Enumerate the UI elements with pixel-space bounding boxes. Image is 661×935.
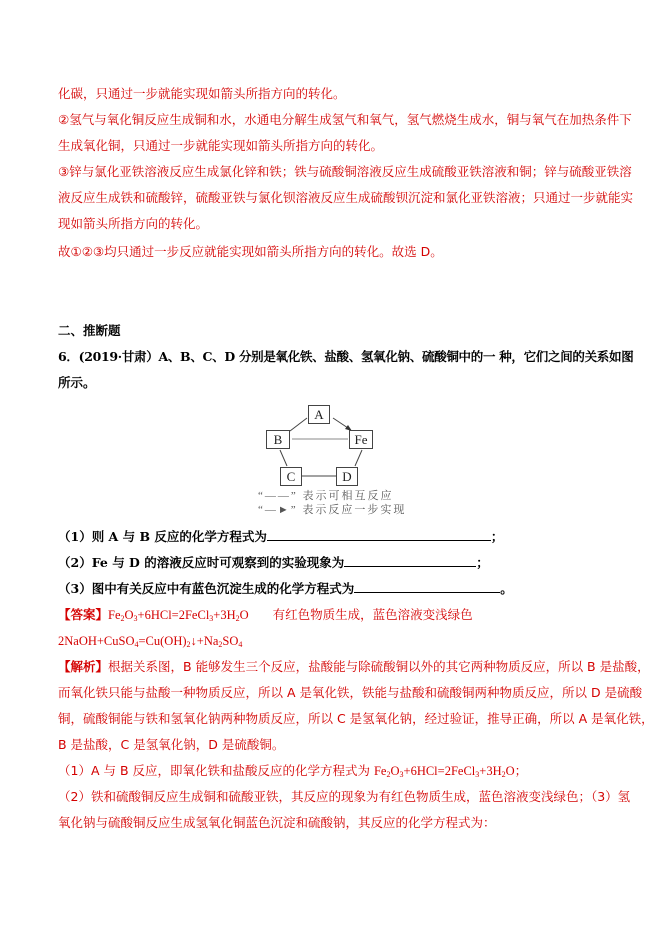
formula-part: 4 xyxy=(238,640,243,649)
formula-part: SO xyxy=(222,634,239,648)
answer-tag: 【答案】 xyxy=(58,607,109,622)
explanation-line-6: （2）铁和硫酸铜反应生成铜和硫酸亚铁，其反应的现象为有红色物质生成，蓝色溶液变浅绿色；（3）氢 xyxy=(58,789,631,804)
answer-blank-2[interactable] xyxy=(344,554,476,567)
analysis-line: ②氢气与氧化铜反应生成铜和水，水通电分解生成氢气和氧气，氢气燃烧生成水，铜与氧气在加热条件下 xyxy=(58,112,632,127)
section-title: 二、推断题 xyxy=(58,323,121,338)
explanation-line-1 xyxy=(58,659,650,675)
sub-question-3 xyxy=(58,580,513,597)
analysis-line: 现如箭头所指方向的转化。 xyxy=(58,216,209,231)
node-d: D xyxy=(336,467,358,486)
formula-part: O xyxy=(124,608,134,622)
analysis-line: 生成氧化铜，只通过一步就能实现如箭头所指方向的转化。 xyxy=(58,138,384,153)
sub-question-2-text: （2）Fe 与 D 的溶液反应时可观察到的实验现象为 xyxy=(58,555,345,570)
formula-part: 3 xyxy=(399,770,404,779)
explanation-line-5 xyxy=(58,763,527,783)
analysis-conclusion: 故①②③均只通过一步反应就能实现如箭头所指方向的转化。故选 D。 xyxy=(58,244,443,259)
explanation-text: 根据关系图，B 能够发生三个反应，盐酸能与除硫酸铜以外的其它两种物质反应，所以 B 是盐酸， xyxy=(108,659,650,674)
formula-part: +3H xyxy=(479,764,502,778)
formula-part: O xyxy=(390,764,400,778)
sub-question-3-text: （3）图中有关反应中有蓝色沉淀生成的化学方程式为 xyxy=(58,581,355,596)
answer-blank-1[interactable] xyxy=(267,528,491,541)
explanation-equation xyxy=(374,764,515,778)
formula-part: 2 xyxy=(386,770,391,779)
node-b: B xyxy=(266,430,290,449)
formula-part: ↓+Na xyxy=(190,634,219,648)
explanation-line-4: B 是盐酸，C 是氢氧化钠，D 是硫酸铜。 xyxy=(58,737,285,752)
legend-line: “——” 表示可相互反应 xyxy=(258,490,394,502)
formula-part: 2 xyxy=(235,614,240,623)
formula-part: Fe xyxy=(373,764,387,778)
punct: 。 xyxy=(500,581,513,596)
question-stem-cont: 所示。 xyxy=(58,375,96,390)
formula-part: O xyxy=(239,608,249,622)
answer-phenomenon: 有红色物质生成，蓝色溶液变浅绿色 xyxy=(272,607,473,622)
analysis-line: 液反应生成铁和硫酸锌，硫酸亚铁与氯化钡溶液反应生成硫酸钡沉淀和氯化亚铁溶液；只通过一步就能实 xyxy=(58,190,634,205)
explanation-tag: 【解析】 xyxy=(58,659,109,674)
formula-part: 3 xyxy=(209,614,214,623)
edge-b-c xyxy=(280,450,287,466)
analysis-line: ③锌与氯化亚铁溶液反应生成氯化锌和铁；铁与硫酸铜溶液反应生成硫酸亚铁溶液和铜；锌与硫酸亚铁溶 xyxy=(58,164,632,179)
explanation-line-3: 铜，硫酸铜能与铁和氢氧化钠两种物质反应，所以 C 是氢氧化钠，经过验证，推导正确，所以 A 是氧化铁， xyxy=(58,711,654,726)
explanation-text: （1）A 与 B 反应，即氧化铁和盐酸反应的化学方程式为 xyxy=(58,763,374,778)
sub-question-1 xyxy=(58,528,503,545)
sub-question-1-text: （1）则 A 与 B 反应的化学方程式为 xyxy=(58,529,267,544)
formula-part: 3 xyxy=(133,614,138,623)
edge-fe-d xyxy=(355,450,362,466)
explanation-line-7: 氧化钠与硫酸铜反应生成氢氧化铜蓝色沉淀和硫酸钠，其反应的化学方程式为： xyxy=(58,815,496,830)
node-a: A xyxy=(308,405,330,424)
answer-blank-3[interactable] xyxy=(354,580,500,593)
answer-equation-1 xyxy=(108,608,249,622)
analysis-line: 化碳，只通过一步就能实现如箭头所指方向的转化。 xyxy=(58,86,346,101)
legend-arrow: “—►” 表示反应一步实现 xyxy=(258,504,407,516)
formula-part: 2 xyxy=(501,770,506,779)
edge-a-fe-arrow xyxy=(333,418,348,428)
formula-part: =Cu(OH) xyxy=(138,634,187,648)
formula-part: 2NaOH+CuSO xyxy=(58,634,135,648)
punct: ； xyxy=(490,529,504,544)
formula-part: +6HCl=2FeCl xyxy=(403,764,476,778)
punct: ； xyxy=(476,555,489,570)
formula-part: 2 xyxy=(218,640,223,649)
formula-part: 2 xyxy=(120,614,125,623)
answer-equation-2 xyxy=(58,633,242,653)
formula-part: 3 xyxy=(475,770,480,779)
formula-part: 2 xyxy=(186,640,191,649)
formula-part: Fe xyxy=(108,608,121,622)
edge-a-b xyxy=(290,418,307,431)
explanation-line-2: 而氧化铁只能与盐酸一种物质反应，所以 A 是氧化铁，铁能与盐酸和硫酸铜两种物质反应，所以 D 是硫酸 xyxy=(58,685,643,700)
formula-part: +6HCl=2FeCl xyxy=(137,608,210,622)
sub-question-2 xyxy=(58,554,489,571)
punct: ； xyxy=(514,763,528,778)
formula-part: 4 xyxy=(134,640,139,649)
question-stem: 6．(2019·甘肃）A、B、C、D 分别是氧化铁、盐酸、氢氧化钠、硫酸铜中的一 种，它们之间的关系如图 xyxy=(58,349,634,364)
node-fe: Fe xyxy=(349,430,373,449)
node-c: C xyxy=(280,467,302,486)
answer-line-1 xyxy=(58,607,473,627)
formula-part: +3H xyxy=(213,608,236,622)
formula-part: O xyxy=(505,764,515,778)
